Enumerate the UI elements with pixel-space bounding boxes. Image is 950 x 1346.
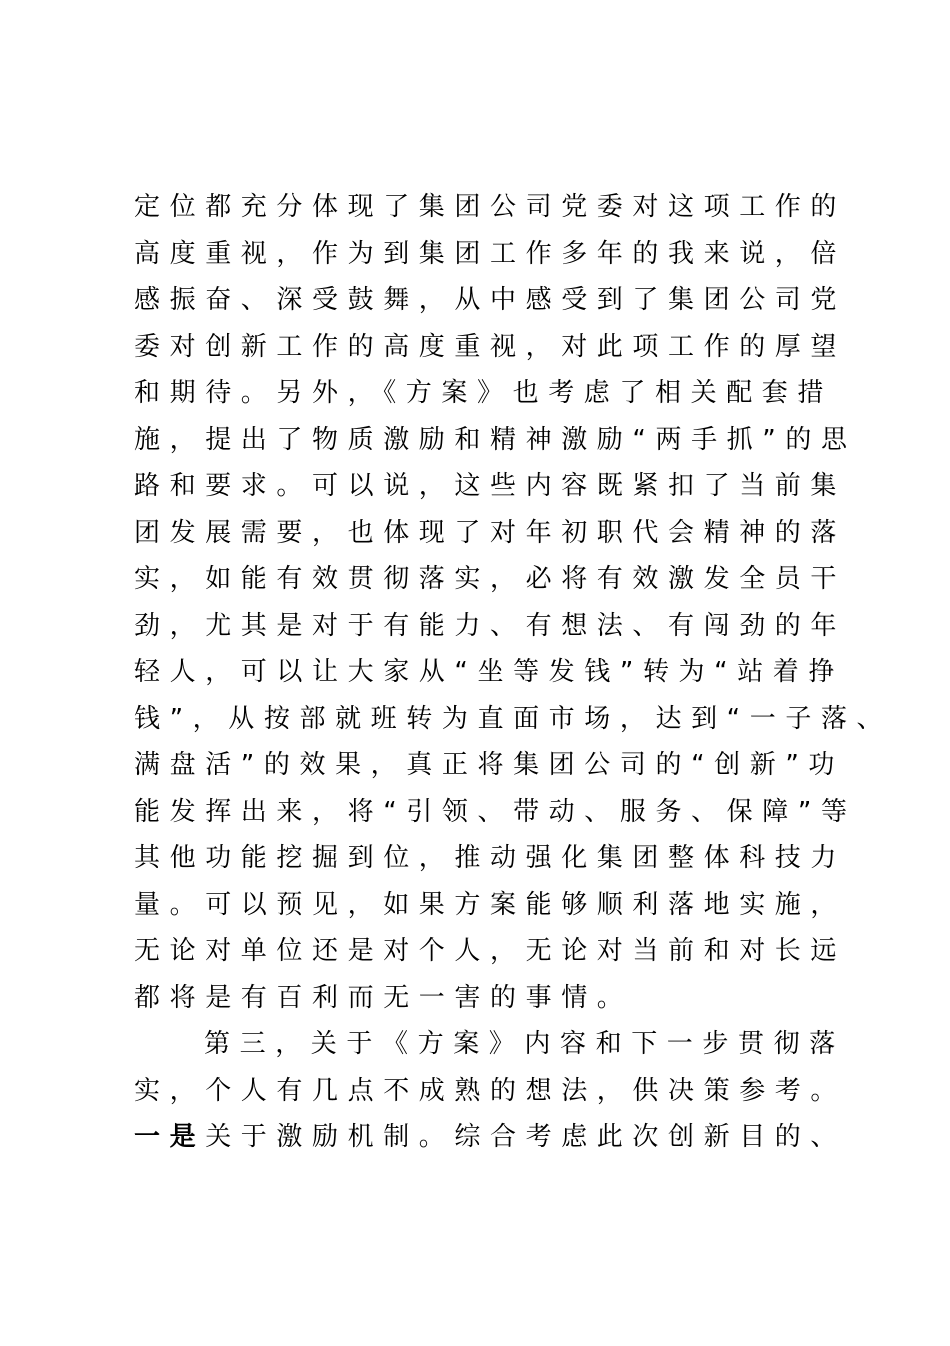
text-line: 和期待。另外，《方案》也考虑了相关配套措 bbox=[134, 378, 834, 408]
text-line: 量。可以预见，如果方案能够顺利落地实施， bbox=[134, 889, 847, 920]
text-line-with-heading bbox=[134, 1114, 847, 1161]
text-line: 感振奋、深受鼓舞，从中感受到了集团公司党 bbox=[134, 285, 847, 315]
bold-lead-in: 一是 bbox=[134, 1122, 206, 1152]
paragraph-start-line: 第三，关于《方案》内容和下一步贯彻落 bbox=[204, 1029, 845, 1059]
text-line: 团发展需要，也体现了对年初职代会精神的落 bbox=[134, 517, 847, 548]
text-line: 轻人，可以让大家从“坐等发钱”转为“站着挣 bbox=[134, 657, 845, 687]
text-line: 路和要求。可以说，这些内容既紧扣了当前集 bbox=[134, 471, 847, 501]
text-line: 都将是有百利而无一害的事情。 bbox=[134, 982, 633, 1013]
text-line: 实，个人有几点不成熟的想法，供决策参考。 bbox=[134, 1075, 847, 1106]
text-line: 能发挥出来，将“引领、带动、服务、保障”等 bbox=[134, 796, 857, 827]
text-line: 满盘活”的效果，真正将集团公司的“创新”功 bbox=[134, 750, 845, 780]
text-line: 定位都充分体现了集团公司党委对这项工作的 bbox=[134, 192, 847, 222]
text-line: 劲，尤其是对于有能力、有想法、有闯劲的年 bbox=[134, 610, 847, 641]
text-line: 钱”，从按部就班转为直面市场，达到“一子落、 bbox=[134, 703, 893, 734]
text-line: 无论对单位还是对个人，无论对当前和对长远 bbox=[134, 936, 847, 966]
document-body bbox=[134, 184, 893, 1161]
text-line: 高度重视，作为到集团工作多年的我来说，倍 bbox=[134, 238, 847, 269]
text-line: 实，如能有效贯彻落实，必将有效激发全员干 bbox=[134, 564, 847, 594]
text-line: 其他功能挖掘到位，推动强化集团整体科技力 bbox=[134, 843, 847, 873]
text-segment: 关于激励机制。综合考虑此次创新目的、 bbox=[205, 1122, 847, 1152]
text-line: 委对创新工作的高度重视，对此项工作的厚望 bbox=[134, 331, 847, 362]
text-line: 施，提出了物质激励和精神激励“两手抓”的思 bbox=[134, 424, 857, 455]
